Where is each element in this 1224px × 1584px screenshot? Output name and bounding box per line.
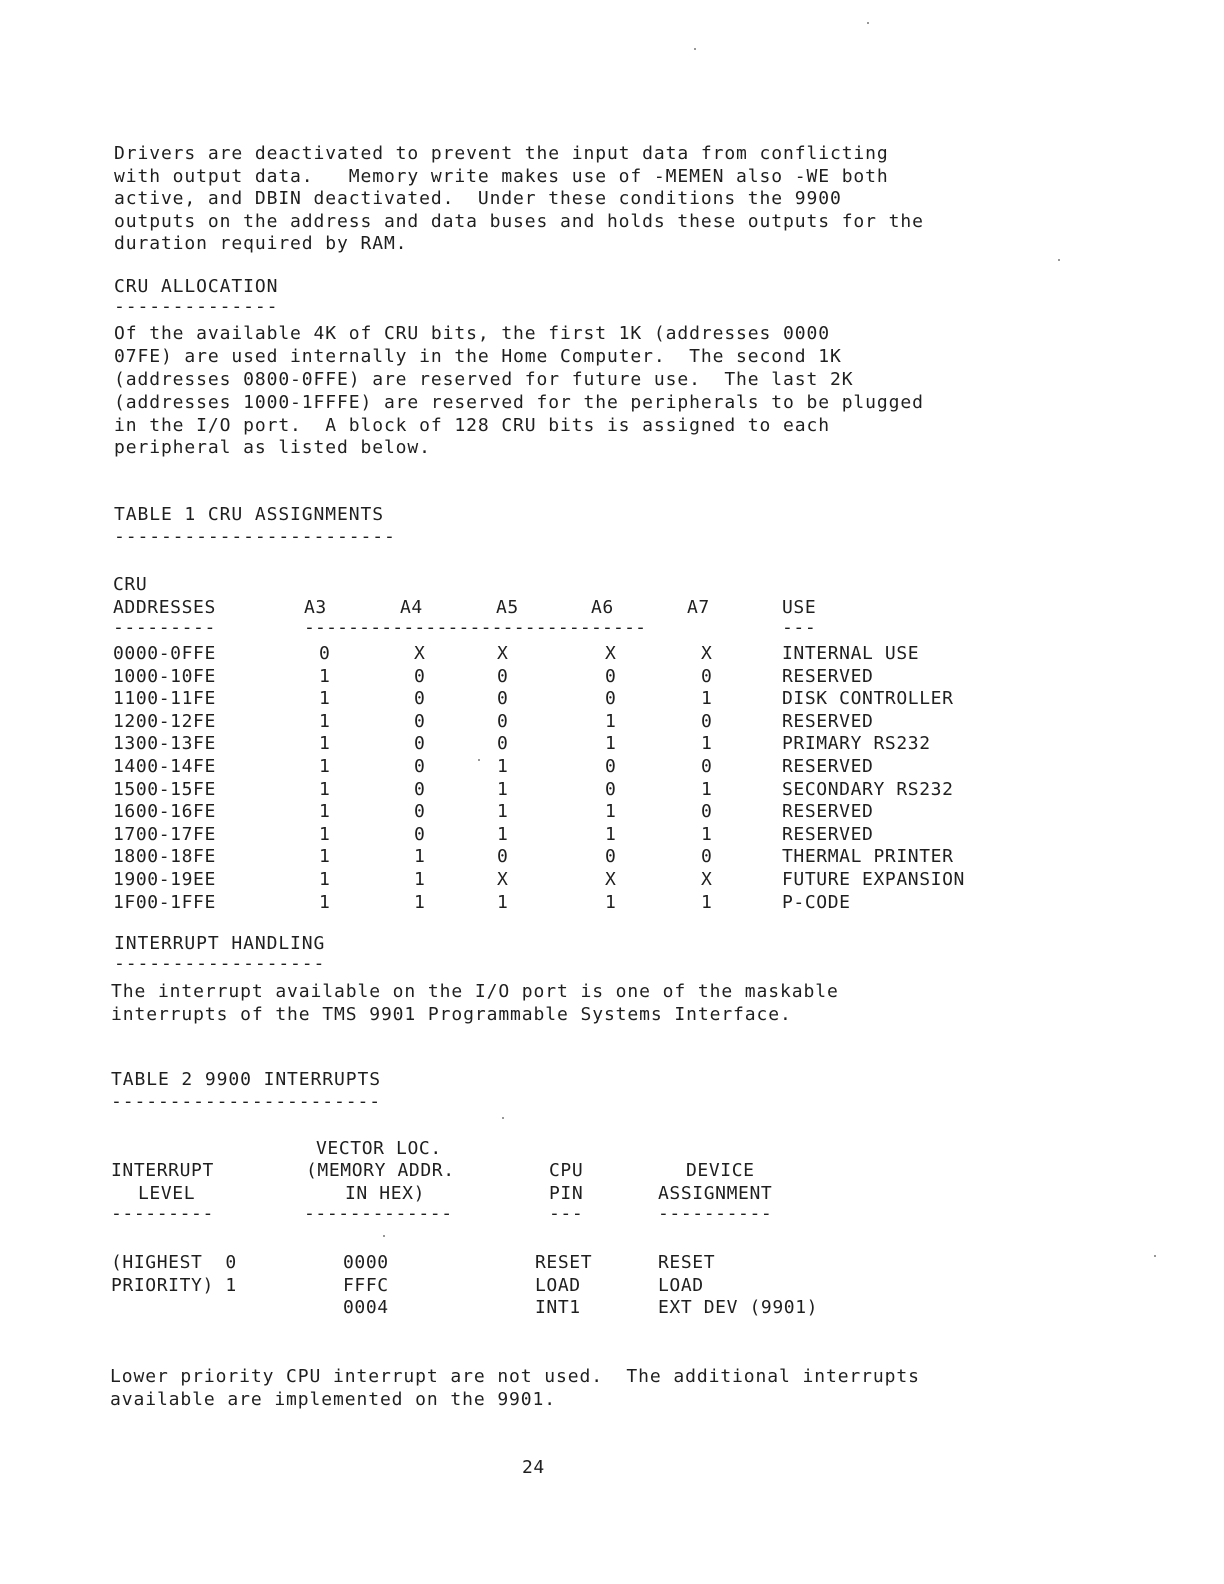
table1-cell-use: RESERVED <box>782 711 874 732</box>
table1-cell-a3: 1 <box>319 756 331 777</box>
page-number: 24 <box>522 1457 545 1478</box>
table1-header-a4: A4 <box>400 597 423 618</box>
table1-cell-address: 1900-19EE <box>113 869 216 890</box>
table1-cell-use: RESERVED <box>782 824 874 845</box>
table2-header-cpu-1: CPU <box>549 1160 584 1181</box>
table1-cell-a4: 0 <box>414 801 426 822</box>
table1-cell-use: DISK CONTROLLER <box>782 688 954 709</box>
interrupt-line: interrupts of the TMS 9901 Programmable Systems Interface. <box>111 1004 792 1025</box>
table1-cell-a3: 1 <box>319 711 331 732</box>
scan-speck <box>383 1235 385 1237</box>
table1-cell-a7: 1 <box>701 779 713 800</box>
table1-cell-a7: 0 <box>701 711 713 732</box>
table2-title: TABLE 2 9900 INTERRUPTS <box>111 1069 381 1090</box>
table2-cell-device: EXT DEV (9901) <box>658 1297 819 1318</box>
table2-header-interrupt-1: INTERRUPT <box>111 1160 214 1181</box>
table1-cell-a7: X <box>701 869 713 890</box>
table2-cell-vector: FFFC <box>343 1275 389 1296</box>
table1-rule-bits: ------------------------------- <box>304 617 647 638</box>
table1-cell-a5: 0 <box>497 711 509 732</box>
table1-header-a7: A7 <box>687 597 710 618</box>
table1-cell-a7: 0 <box>701 756 713 777</box>
table1-cell-a7: 0 <box>701 846 713 867</box>
table1-cell-address: 1F00-1FFE <box>113 892 216 913</box>
table1-cell-use: SECONDARY RS232 <box>782 779 954 800</box>
table1-title-rule: ------------------------ <box>114 526 396 547</box>
table1-header-a5: A5 <box>496 597 519 618</box>
table1-cell-a5: 0 <box>497 733 509 754</box>
table2-header-vector-2: (MEMORY ADDR. <box>306 1160 455 1181</box>
cru-line: peripheral as listed below. <box>114 437 431 458</box>
table2-header-vector-3: IN HEX) <box>345 1183 426 1204</box>
table1-cell-use: P-CODE <box>782 892 851 913</box>
table1-cell-a7: 0 <box>701 666 713 687</box>
table1-cell-use: THERMAL PRINTER <box>782 846 954 867</box>
table2-cell-level: PRIORITY) 1 <box>111 1275 237 1296</box>
table1-header-a6: A6 <box>591 597 614 618</box>
table1-cell-address: 1500-15FE <box>113 779 216 800</box>
table2-cell-level: (HIGHEST 0 <box>111 1252 237 1273</box>
table1-cell-address: 1400-14FE <box>113 756 216 777</box>
table1-cell-address: 1100-11FE <box>113 688 216 709</box>
table1-cell-a5: X <box>497 869 509 890</box>
table1-cell-address: 1700-17FE <box>113 824 216 845</box>
table1-header-a3: A3 <box>304 597 327 618</box>
table1-cell-a5: 1 <box>497 824 509 845</box>
table1-header-use: USE <box>782 597 817 618</box>
table1-rule-use: --- <box>782 617 817 638</box>
table1-cell-use: PRIMARY RS232 <box>782 733 931 754</box>
table2-rule-device: ---------- <box>658 1203 773 1224</box>
scan-speck <box>867 22 869 24</box>
table1-cell-a3: 1 <box>319 801 331 822</box>
intro-line: Drivers are deactivated to prevent the input data from conflicting <box>114 143 889 164</box>
table1-cell-a7: 0 <box>701 801 713 822</box>
table2-rule-vector: ------------- <box>304 1203 453 1224</box>
table1-cell-a3: 1 <box>319 846 331 867</box>
table1-cell-a5: 0 <box>497 688 509 709</box>
table2-rule-interrupt: --------- <box>111 1203 214 1224</box>
table1-cell-a4: 0 <box>414 688 426 709</box>
table1-cell-a4: X <box>414 643 426 664</box>
intro-line: duration required by RAM. <box>114 233 408 254</box>
table1-cell-a5: 1 <box>497 892 509 913</box>
table2-header-vector-1: VECTOR LOC. <box>316 1138 442 1159</box>
table1-cell-a4: 1 <box>414 869 426 890</box>
table1-cell-a3: 1 <box>319 824 331 845</box>
table1-cell-address: 1300-13FE <box>113 733 216 754</box>
table1-cell-a5: X <box>497 643 509 664</box>
table1-cell-a5: 0 <box>497 846 509 867</box>
table1-cell-a4: 1 <box>414 846 426 867</box>
table1-cell-a5: 1 <box>497 756 509 777</box>
table1-cell-use: RESERVED <box>782 666 874 687</box>
table1-cell-a6: 0 <box>605 756 617 777</box>
scan-speck <box>1154 1255 1156 1257</box>
table1-cell-a4: 1 <box>414 892 426 913</box>
table1-cell-use: RESERVED <box>782 801 874 822</box>
table1-cell-a4: 0 <box>414 733 426 754</box>
table2-cell-vector: 0000 <box>343 1252 389 1273</box>
table1-cell-use: RESERVED <box>782 756 874 777</box>
table1-cell-a5: 1 <box>497 801 509 822</box>
cru-line: (addresses 0800-0FFE) are reserved for future use. The last 2K <box>114 369 854 390</box>
table2-header-device-2: ASSIGNMENT <box>658 1183 773 1204</box>
intro-line: active, and DBIN deactivated. Under these conditions the 9900 <box>114 188 842 209</box>
table1-cell-use: INTERNAL USE <box>782 643 920 664</box>
scan-speck <box>1058 259 1060 261</box>
interrupt-heading: INTERRUPT HANDLING <box>114 933 326 954</box>
closing-line: available are implemented on the 9901. <box>110 1389 557 1410</box>
table1-cell-a6: 1 <box>605 801 617 822</box>
table2-cell-vector: 0004 <box>343 1297 389 1318</box>
closing-line: Lower priority CPU interrupt are not used. The additional interrupts <box>110 1366 920 1387</box>
table2-cell-pin: INT1 <box>535 1297 581 1318</box>
table2-header-cpu-2: PIN <box>549 1183 584 1204</box>
table1-header-addresses: ADDRESSES <box>113 597 216 618</box>
table2-cell-device: LOAD <box>658 1275 704 1296</box>
intro-line: with output data. Memory write makes use of -MEMEN also -WE both <box>114 166 889 187</box>
interrupt-heading-rule: ------------------ <box>114 953 326 974</box>
table1-cell-a3: 1 <box>319 733 331 754</box>
table1-cell-a3: 1 <box>319 666 331 687</box>
table2-title-rule: ----------------------- <box>111 1091 381 1112</box>
table1-cell-a7: 1 <box>701 688 713 709</box>
table1-cell-a3: 1 <box>319 688 331 709</box>
table1-cell-a7: X <box>701 643 713 664</box>
table1-cell-a6: 1 <box>605 733 617 754</box>
table1-cell-use: FUTURE EXPANSION <box>782 869 965 890</box>
table1-cell-a6: 0 <box>605 666 617 687</box>
table1-cell-a6: 0 <box>605 688 617 709</box>
table2-cell-pin: LOAD <box>535 1275 581 1296</box>
cru-allocation-rule: -------------- <box>114 296 279 317</box>
table1-cell-a3: 1 <box>319 869 331 890</box>
table1-cell-a5: 0 <box>497 666 509 687</box>
table2-header-interrupt-2: LEVEL <box>138 1183 196 1204</box>
table1-cell-a6: 0 <box>605 779 617 800</box>
table1-cell-a7: 1 <box>701 733 713 754</box>
table1-title: TABLE 1 CRU ASSIGNMENTS <box>114 504 384 525</box>
table1-cell-a3: 0 <box>319 643 331 664</box>
cru-line: (addresses 1000-1FFFE) are reserved for the peripherals to be plugged <box>114 392 924 413</box>
table1-cell-a6: 1 <box>605 892 617 913</box>
scan-speck <box>502 1117 504 1119</box>
table1-cell-address: 1800-18FE <box>113 846 216 867</box>
table1-cell-address: 1600-16FE <box>113 801 216 822</box>
table1-cell-a7: 1 <box>701 824 713 845</box>
cru-allocation-heading: CRU ALLOCATION <box>114 276 279 297</box>
table1-cell-a6: 1 <box>605 824 617 845</box>
table1-cell-a4: 0 <box>414 779 426 800</box>
cru-line: in the I/O port. A block of 128 CRU bits is assigned to each <box>114 415 830 436</box>
table2-cell-device: RESET <box>658 1252 716 1273</box>
table1-cell-a4: 0 <box>414 756 426 777</box>
table1-cell-a4: 0 <box>414 824 426 845</box>
scan-speck <box>694 48 696 50</box>
table1-cell-a7: 1 <box>701 892 713 913</box>
table1-cell-a6: X <box>605 869 617 890</box>
table1-cell-a3: 1 <box>319 892 331 913</box>
table1-cell-address: 1000-10FE <box>113 666 216 687</box>
table1-cell-a4: 0 <box>414 711 426 732</box>
table1-rule-addresses: --------- <box>113 617 216 638</box>
scan-speck <box>478 759 480 761</box>
table2-header-device-1: DEVICE <box>686 1160 755 1181</box>
table2-rule-cpu: --- <box>549 1203 584 1224</box>
table1-cell-a6: 0 <box>605 846 617 867</box>
table1-cell-a3: 1 <box>319 779 331 800</box>
table1-cell-a5: 1 <box>497 779 509 800</box>
table1-header-cru: CRU <box>113 574 148 595</box>
table1-cell-a6: X <box>605 643 617 664</box>
table1-cell-a6: 1 <box>605 711 617 732</box>
cru-line: 07FE) are used internally in the Home Computer. The second 1K <box>114 346 842 367</box>
table1-cell-address: 0000-0FFE <box>113 643 216 664</box>
cru-line: Of the available 4K of CRU bits, the first 1K (addresses 0000 <box>114 323 830 344</box>
intro-line: outputs on the address and data buses and holds these outputs for the <box>114 211 924 232</box>
table1-cell-address: 1200-12FE <box>113 711 216 732</box>
table1-cell-a4: 0 <box>414 666 426 687</box>
interrupt-line: The interrupt available on the I/O port is one of the maskable <box>111 981 839 1002</box>
table2-cell-pin: RESET <box>535 1252 593 1273</box>
